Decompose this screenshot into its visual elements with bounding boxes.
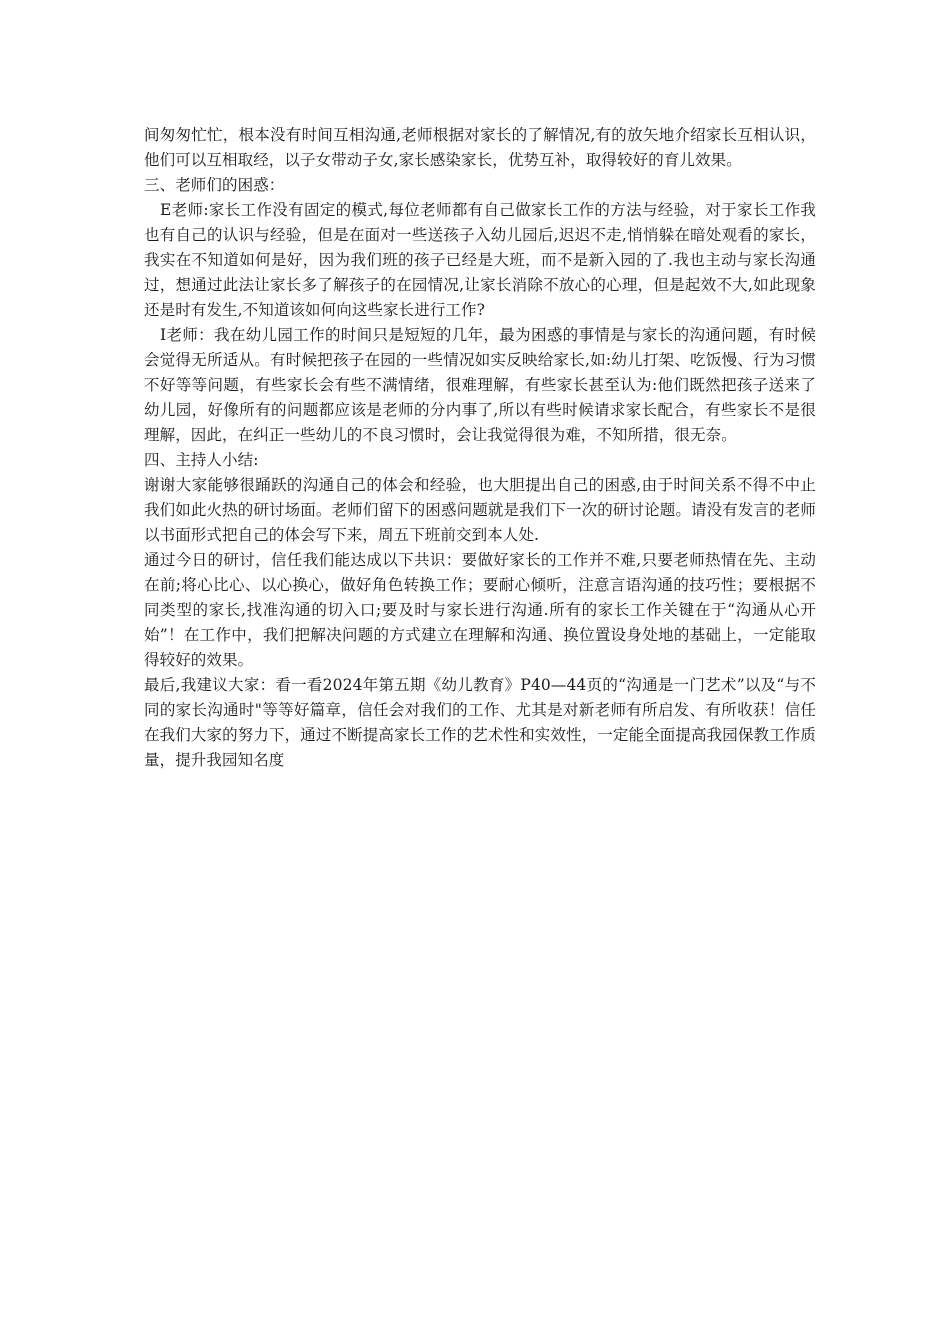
paragraph-suggestion: 最后,我建议大家：看一看2024年第五期《幼儿教育》P40—44页的“沟通是一门艺术”以及“与不同的家长沟通时"等等好篇章，信任会对我们的工作、尤其是对新老师有所启发、有所收获！信任在我们大家的努力下，通过不断提高家长工作的艺术性和实效性，一定能全面提高我园保教工作质量，提升我园知名度: [144, 676, 816, 769]
section-heading-teacher-confusion: 三、老师们的困惑：: [144, 176, 285, 194]
paragraph-teacher-e: E老师:家长工作没有固定的模式,每位老师都有自己做家长工作的方法与经验，对于家长工作我也有自己的认识与经验，但是在面对一些送孩子入幼儿园后,迟迟不走,悄悄躲在暗处观看的家长，我实在不知道如何是好，因为我们班的孩子已经是大班，而不是新入园的了.我也主动与家长沟通过，想通过此法让家长多了解孩子的在园情况,让家长消除不放心的心理，但是起效不大,如此现象还是时有发生,不知道该如何向这些家长进行工作?: [144, 201, 816, 319]
paragraph-host-thanks: 谢谢大家能够很踊跃的沟通自己的体会和经验，也大胆提出自己的困惑,由于时间关系不得不中止我们如此火热的研讨场面。老师们留下的困惑问题就是我们下一次的研讨论题。请没有发言的老师以书面形式把自己的体会写下来，周五下班前交到本人处.: [144, 476, 816, 544]
section-heading-host-summary: 四、主持人小结:: [144, 451, 259, 469]
document-body: [144, 123, 816, 773]
paragraph-parent-exchange: 间匆匆忙忙，根本没有时间互相沟通,老师根据对家长的了解情况,有的放矢地介绍家长互相认识，他们可以互相取经，以子女带动子女,家长感染家长，优势互补，取得较好的育儿效果。: [144, 126, 816, 169]
paragraph-consensus: 通过今日的研讨，信任我们能达成以下共识：要做好家长的工作并不难,只要老师热情在先、主动在前;将心比心、以心换心，做好角色转换工作；要耐心倾听，注意言语沟通的技巧性；要根据不同类型的家长,找准沟通的切入口;要及时与家长进行沟通.所有的家长工作关键在于“沟通从心开始”！在工作中，我们把解决问题的方式建立在理解和沟通、换位置设身处地的基础上，一定能取得较好的效果。: [144, 551, 816, 669]
paragraph-teacher-i: I老师：我在幼儿园工作的时间只是短短的几年，最为困惑的事情是与家长的沟通问题，有时候会觉得无所适从。有时候把孩子在园的一些情况如实反映给家长,如:幼儿打架、吃饭慢、行为习惯不好等等问题，有些家长会有些不满情绪，很难理解，有些家长甚至认为:他们既然把孩子送来了幼儿园，好像所有的问题都应该是老师的分内事了,所以有些时候请求家长配合，有些家长不是很理解，因此，在纠正一些幼儿的不良习惯时，会让我觉得很为难，不知所措，很无奈。: [144, 326, 816, 444]
